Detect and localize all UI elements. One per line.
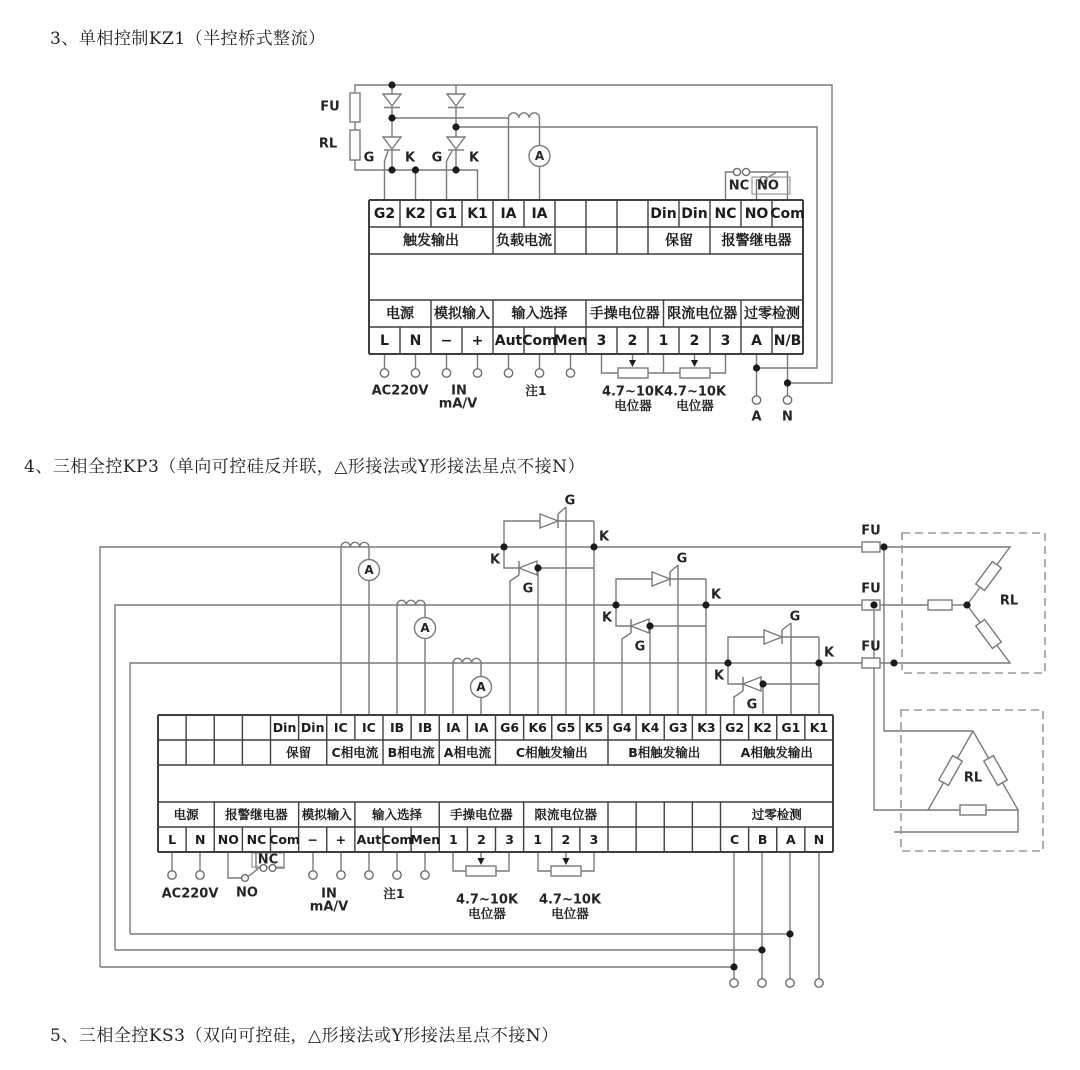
pot-value-label: 4.7~10K <box>538 892 602 908</box>
note-label: 注1 <box>383 885 405 901</box>
terminal-cell: N <box>813 831 825 847</box>
ammeter-label: A <box>420 621 430 635</box>
terminal-cell: 2 <box>689 332 700 349</box>
terminal-cell: K3 <box>697 719 716 735</box>
group-label-cell: 输入选择 <box>372 806 423 822</box>
terminal-cell: 3 <box>505 831 514 847</box>
fuse-label: FU <box>320 99 340 115</box>
terminal-cell: Com <box>522 332 557 349</box>
terminal-cell: Aut <box>356 831 382 847</box>
group-label-cell: 限流电位器 <box>667 305 738 322</box>
group-label-cell: 报警继电器 <box>721 232 792 249</box>
terminal-cell: N/B <box>773 332 802 349</box>
cathode-label: K <box>404 150 416 166</box>
group-label-cell: 手操电位器 <box>450 806 513 822</box>
terminal-cell: K5 <box>584 719 604 735</box>
terminal-cell: IA <box>500 205 517 222</box>
load-resistor-label: RL <box>318 136 338 152</box>
phase-n-label: N <box>782 409 793 425</box>
gate-label: G <box>522 581 534 597</box>
group-label-cell: C相触发输出 <box>515 744 588 760</box>
group-label-cell: 输入选择 <box>511 305 568 322</box>
terminal-cell: Com <box>770 205 805 222</box>
terminal-cell: Din <box>650 205 677 222</box>
terminal-cell: L <box>380 332 389 349</box>
terminal-cell: G6 <box>500 719 520 735</box>
section-title-ks3: 5、三相全控KS3（双向可控硅，△形接法或Y形接法星点不接N） <box>50 1026 559 1046</box>
terminal-cell: N <box>194 831 206 847</box>
cathode-label: K <box>601 610 613 626</box>
terminal-cell: A <box>785 831 796 847</box>
group-label-cell: 过零检测 <box>751 806 802 822</box>
group-label-cell: A相触发输出 <box>740 744 813 760</box>
terminal-cell: IA <box>474 719 489 735</box>
terminal-cell: K1 <box>809 719 829 735</box>
pot-value-label: 4.7~10K <box>601 384 665 400</box>
group-label-cell: 过零检测 <box>744 305 800 322</box>
load-resistor-label: RL <box>999 593 1019 609</box>
terminal-cell: 3 <box>720 332 731 349</box>
phase-a-label: A <box>751 409 762 425</box>
terminal-cell: − <box>440 332 453 349</box>
load-resistor-label: RL <box>963 770 983 786</box>
terminal-cell: NC <box>246 831 267 847</box>
group-label-cell: A相电流 <box>443 744 491 760</box>
gate-label: G <box>746 697 758 713</box>
terminal-cell: K4 <box>640 719 660 735</box>
relay-nc-label: NC <box>257 852 279 868</box>
terminal-cell: IA <box>531 205 548 222</box>
gate-label: G <box>363 150 375 166</box>
group-label-cell: 报警继电器 <box>225 806 288 822</box>
terminal-cell: C <box>729 831 740 847</box>
fuse-label: FU <box>861 523 881 539</box>
terminal-cell: Com <box>269 831 300 847</box>
terminal-cell: K2 <box>753 719 772 735</box>
terminal-cell: Din <box>681 205 708 222</box>
group-label-cell: 触发输出 <box>403 232 459 249</box>
terminal-cell: IB <box>389 719 405 735</box>
group-label-cell: 模拟输入 <box>434 305 490 322</box>
terminal-cell: 2 <box>627 332 638 349</box>
terminal-cell: IB <box>418 719 433 735</box>
group-label-cell: 保留 <box>286 744 312 760</box>
terminal-cell: 2 <box>477 831 486 847</box>
terminal-cell: G1 <box>781 719 801 735</box>
note-label: 注1 <box>525 382 547 398</box>
terminal-cell: A <box>751 332 762 349</box>
pot-value-label: 4.7~10K <box>455 892 519 908</box>
terminal-cell: Din <box>300 719 325 735</box>
group-label-cell: 保留 <box>665 232 693 249</box>
terminal-cell: Men <box>410 831 441 847</box>
analog-unit-label: mA/V <box>438 396 478 412</box>
terminal-cell: Din <box>272 719 297 735</box>
analog-input-label: IN <box>321 886 337 902</box>
group-label-cell: B相电流 <box>387 744 435 760</box>
cathode-label: K <box>598 529 610 545</box>
terminal-cell: K2 <box>405 205 426 222</box>
group-label-cell: C相电流 <box>331 744 379 760</box>
terminal-cell: 1 <box>448 831 458 847</box>
gate-label: G <box>634 639 646 655</box>
group-label-cell: 电源 <box>386 305 414 322</box>
pot-name-label: 电位器 <box>676 397 714 413</box>
terminal-cell: G5 <box>556 719 576 735</box>
terminal-cell: NC <box>714 205 737 222</box>
terminal-cell: IC <box>362 719 376 735</box>
fuse-label: FU <box>861 581 881 597</box>
terminal-cell: NO <box>744 205 769 222</box>
terminal-cell: G2 <box>725 719 745 735</box>
terminal-cell: + <box>471 332 484 349</box>
cathode-label: K <box>823 645 835 661</box>
gate-label: G <box>676 551 688 567</box>
relay-no-label: NO <box>757 178 779 194</box>
terminal-cell: L <box>168 831 177 847</box>
terminal-cell: G1 <box>435 205 458 222</box>
ammeter-label: A <box>534 149 545 163</box>
group-label-cell: 电源 <box>173 806 199 822</box>
terminal-cell: G4 <box>612 719 632 735</box>
relay-nc-label: NC <box>728 178 750 194</box>
terminal-cell: − <box>307 831 318 847</box>
terminal-cell: Aut <box>494 332 523 349</box>
pot-name-label: 电位器 <box>551 905 589 921</box>
terminal-cell: NO <box>217 831 239 847</box>
power-input-label: AC220V <box>161 886 219 902</box>
terminal-cell: Com <box>381 831 413 847</box>
cathode-label: K <box>713 668 725 684</box>
pot-name-label: 电位器 <box>614 397 652 413</box>
gate-label: G <box>789 609 801 625</box>
terminal-cell: B <box>757 831 768 847</box>
relay-no-label: NO <box>236 885 258 901</box>
cathode-label: K <box>468 150 480 166</box>
gate-label: G <box>564 493 576 509</box>
section-title-kz1: 3、单相控制KZ1（半控桥式整流） <box>50 29 326 49</box>
terminal-cell: 3 <box>589 831 599 847</box>
terminal-cell: 3 <box>596 332 607 349</box>
fuse-label: FU <box>861 639 881 655</box>
terminal-cell: Men <box>553 332 588 349</box>
cathode-label: K <box>710 587 722 603</box>
terminal-cell: N <box>409 332 422 349</box>
terminal-cell: + <box>335 831 347 847</box>
group-label-cell: 负载电流 <box>496 232 552 249</box>
ammeter-label: A <box>476 680 486 694</box>
cathode-label: K <box>489 552 501 568</box>
terminal-cell: G3 <box>668 719 688 735</box>
pot-value-label: 4.7~10K <box>663 384 727 400</box>
terminal-cell: K1 <box>467 205 488 222</box>
group-label-cell: 限流电位器 <box>534 806 598 822</box>
group-label-cell: 手操电位器 <box>589 305 660 322</box>
terminal-cell: 1 <box>658 332 669 349</box>
terminal-cell: 2 <box>561 831 571 847</box>
terminal-cell: IC <box>333 719 348 735</box>
terminal-cell: 1 <box>533 831 543 847</box>
power-input-label: AC220V <box>371 383 429 399</box>
terminal-cell: G2 <box>373 205 396 222</box>
ammeter-label: A <box>364 563 374 577</box>
pot-name-label: 电位器 <box>468 905 506 921</box>
group-label-cell: 模拟输入 <box>301 806 352 822</box>
analog-unit-label: mA/V <box>309 899 349 915</box>
terminal-cell: K6 <box>528 719 547 735</box>
section-title-kp3: 4、三相全控KP3（单向可控硅反并联，△形接法或Y形接法星点不接N） <box>24 457 585 477</box>
gate-label: G <box>431 150 443 166</box>
analog-input-label: IN <box>451 383 467 399</box>
terminal-cell: IA <box>446 719 461 735</box>
kz1-terminal-table <box>369 200 803 354</box>
group-label-cell: B相触发输出 <box>628 744 701 760</box>
